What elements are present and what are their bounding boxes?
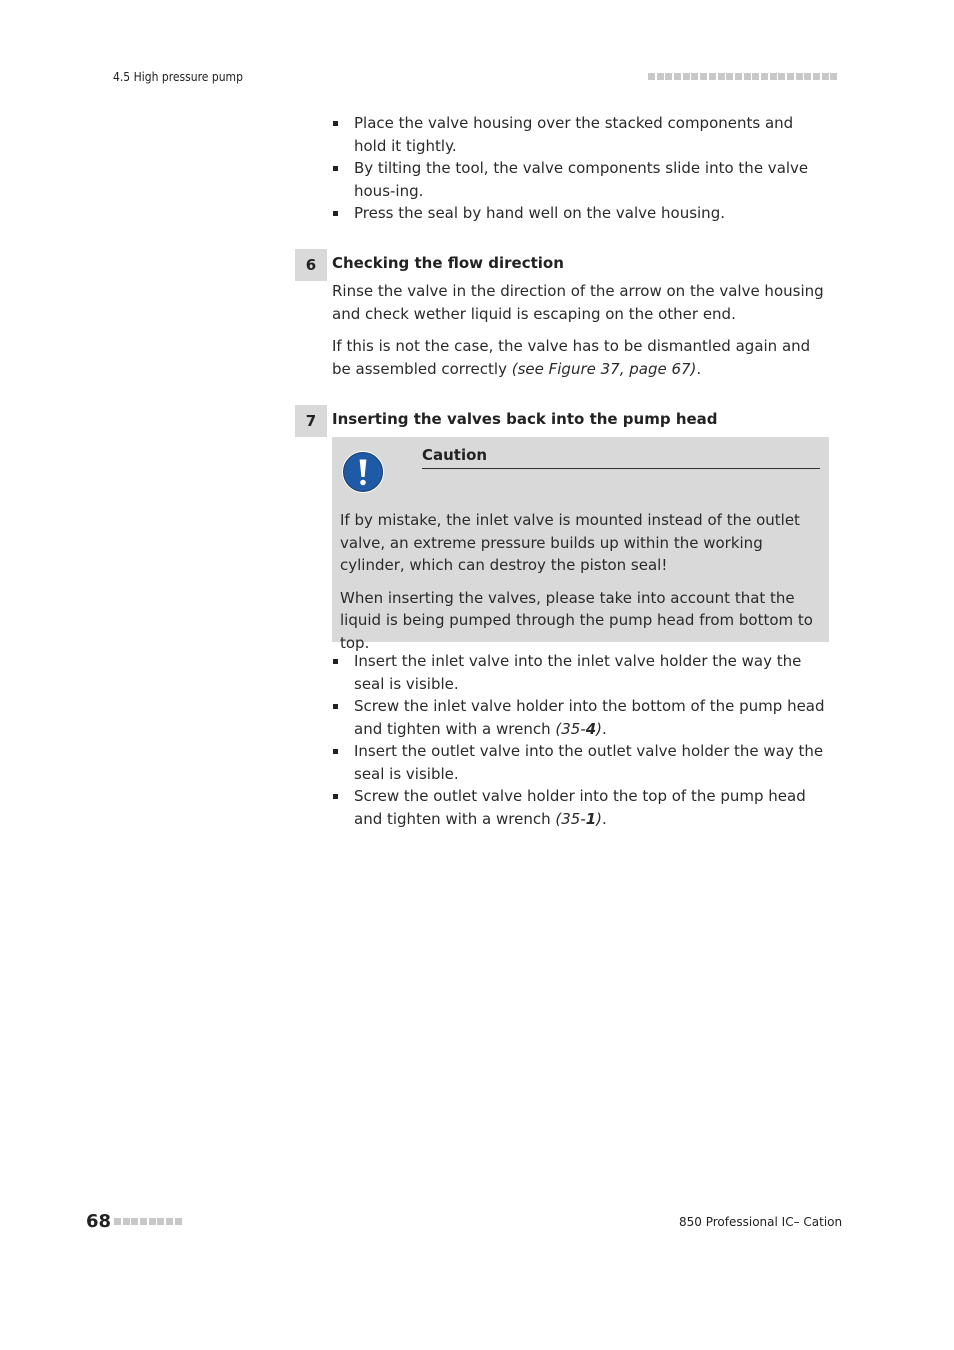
figure-reference: (see Figure 37, page 67) <box>511 359 697 378</box>
page-number: 68 <box>86 1211 112 1232</box>
list-item: By tilting the tool, the valve components slide into the valve hous-ing. <box>332 157 830 202</box>
step-6-paragraph-1: Rinse the valve in the direction of the arrow on the valve housing and check wether liquid is escaping on the other end. <box>332 282 824 323</box>
step-6-body <box>332 280 832 390</box>
paragraph-text: If this is not the case, the valve has to be dismantled again and be assembled correctly <box>332 337 811 378</box>
list-item: Insert the inlet valve into the inlet valve holder the way the seal is visible. <box>332 650 832 695</box>
caution-paragraph-2: When inserting the valves, please take into account that the liquid is being pumped through the pump head from bottom to top. <box>340 588 813 652</box>
caution-label: Caution <box>422 446 488 464</box>
list-item: Press the seal by hand well on the valve housing. <box>332 202 830 225</box>
list-item <box>332 785 832 830</box>
exclamation-icon <box>341 450 385 494</box>
figure-reference: (35-4) <box>555 719 603 738</box>
footer-dot-bar <box>114 1218 182 1225</box>
list-item: Insert the outlet valve into the outlet valve holder the way the seal is visible. <box>332 740 832 785</box>
top-bullet-list <box>332 112 830 225</box>
step-number-6: 6 <box>295 249 327 281</box>
caution-divider <box>422 468 820 469</box>
running-header-section: 4.5 High pressure pump <box>113 70 243 84</box>
caution-paragraph-1: If by mistake, the inlet valve is mounted instead of the outlet valve, an extreme pressure builds up within the working cylinder, which can destroy the piston seal! <box>340 511 800 574</box>
list-item-text: Screw the outlet valve holder into the top of the pump head and tighten with a wrench <box>354 787 806 828</box>
step-title-6: Checking the flow direction <box>332 254 564 272</box>
list-item <box>332 695 832 740</box>
step-6-paragraph-2 <box>332 335 832 380</box>
list-item: Place the valve housing over the stacked components and hold it tightly. <box>332 112 830 157</box>
list-item-text: Screw the inlet valve holder into the bottom of the pump head and tighten with a wrench <box>354 697 825 738</box>
caution-text <box>340 509 822 664</box>
paragraph-end: . <box>696 359 702 378</box>
step-7-bullet-list <box>332 650 832 830</box>
footer-doc-title: 850 Professional IC– Cation <box>679 1215 843 1229</box>
list-item-end: . <box>602 719 607 738</box>
list-item-end: . <box>602 809 607 828</box>
step-title-7: Inserting the valves back into the pump head <box>332 410 718 428</box>
step-number-7: 7 <box>295 405 327 437</box>
figure-reference: (35-1) <box>555 809 603 828</box>
header-dot-bar <box>648 73 837 80</box>
